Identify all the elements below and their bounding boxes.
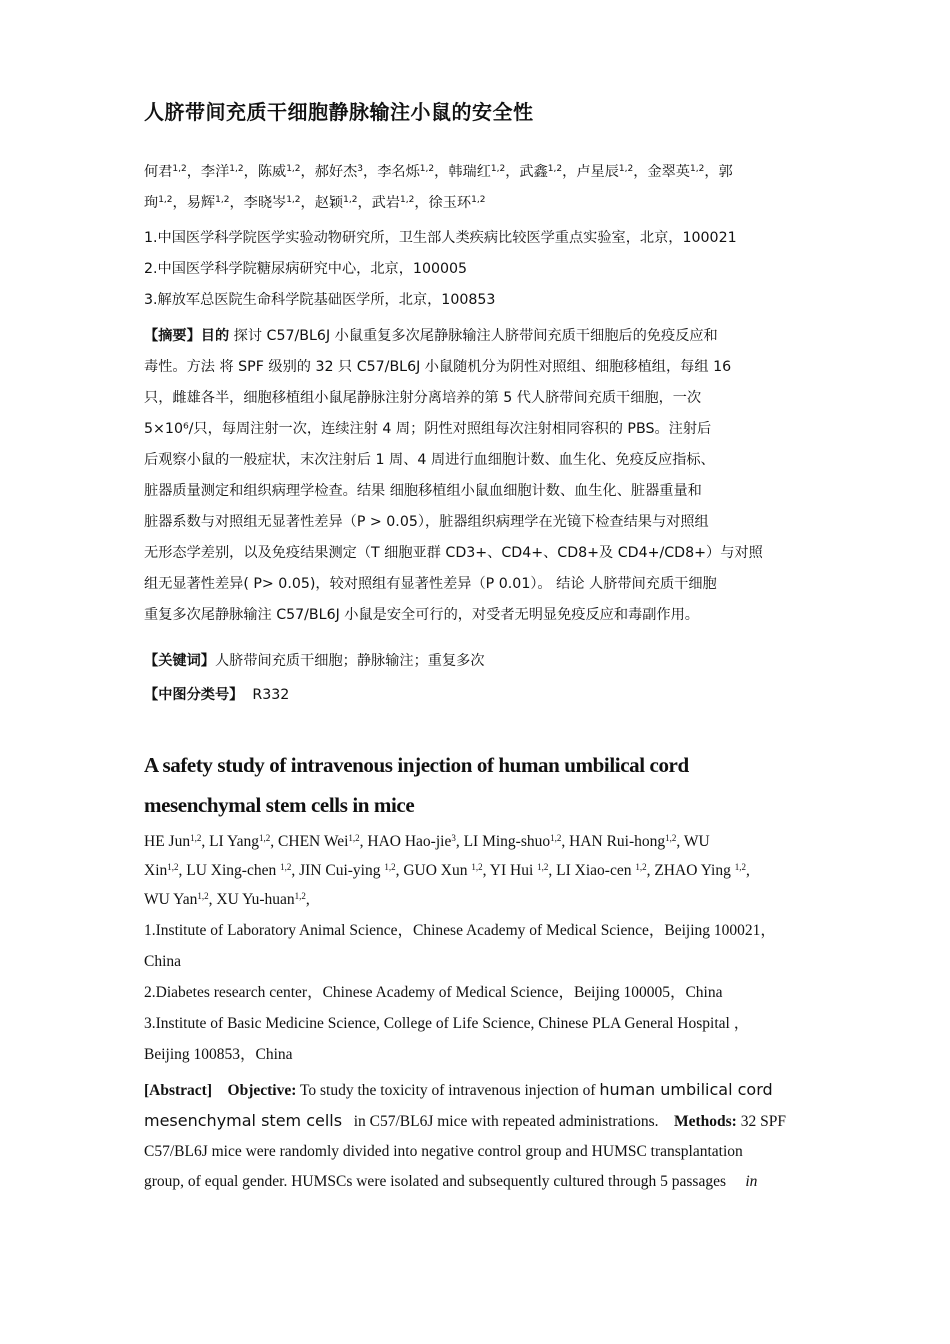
affiliation: 3.解放军总医院生命科学院基础医学所，北京，100853 xyxy=(144,292,496,308)
clc-value: R332 xyxy=(252,687,290,703)
affiliation: 2.中国医学科学院糖尿病研究中心，北京，100005 xyxy=(144,261,468,277)
affiliation: 1.Institute of Laboratory Animal Science，Chinese Academy of Medical Science，Beijing 100021， xyxy=(144,922,776,939)
chinese-authors xyxy=(144,157,810,219)
affiliation: China xyxy=(144,953,182,970)
keywords-label: 【关键词】 xyxy=(144,653,215,669)
chinese-abstract: 【摘要】目的 探讨 C57/BL6J 小鼠重复多次尾静脉输注人脐带间充质干细胞后的免疫反应和 毒性。方法 将 SPF 级别的 32 只 C57/BL6J 小鼠随机分为阴性对照组、细胞移植组，每组 16 只，雌雄各半，细胞移植组小鼠尾静脉注射分离培养的第 5 代人脐带间充质干细胞，一次 5×10⁶/只，每周注射一次，连续注射 4 周；阴性对照组每次注射相同容积的 PBS。注射后 后观察小鼠的一般症状，末次注射后 1 周、4 周进行血细胞计数、血生化、免疫反应指标、 脏器质量测定和组织病理学检查。结果 细胞移植组小鼠血细胞计数、血生化、脏器重量和 脏器系数与对照组无显著性差异（P > 0.05），脏器组织病理学在光镜下检查结果与对照组 无形态学差别，以及免疫结果测定（T 细胞亚群 CD3+、CD4+、CD8+及 CD4+/CD8+）与对照 组无显著性差异( P> 0.05)，较对照组有显著性差异（P 0.01）。 结论 人脐带间充质干细胞 重复多次尾静脉输注 C57/BL6J 小鼠是安全可行的，对受者无明显免疫反应和毒副作用。 xyxy=(144,328,763,623)
classification-number xyxy=(144,680,810,711)
affiliation: 3.Institute of Basic Medicine Science, College of Life Science, Chinese PLA General Hospital ， xyxy=(144,1015,750,1032)
chinese-keywords xyxy=(144,646,810,677)
affiliation: Beijing 100853，China xyxy=(144,1046,293,1063)
chinese-authors-line: 何君$^{1,2}$，李洋$^{1,2}$，陈威$^{1,2}$，郝好杰$^3$，李名烁$^{1,2}$，韩瑞红$^{1,2}$，武鑫$^{1,2}$，卢星辰$^{1,2}$，金翠英$^{1,2}$，郭 xyxy=(144,164,733,180)
chinese-authors-line: 珣$^{1,2}$，易辉$^{1,2}$，李晓岑$^{1,2}$，赵颖$^{1,2}$，武岩$^{1,2}$，徐玉环$^{1,2}$ xyxy=(144,195,486,211)
english-abstract: [Abstract] Objective: To study the toxicity of intravenous injection of human umbilical cord mesenchymal stem cells in C57/BL6J mice with repeated administrations. Methods: 32 SPF C57/BL6J mice were randomly divided into negative control group and HUMSC transplantation group, of equal gender. HUMSCs were isolated and subsequently cultured through 5 passages in xyxy=(144,1080,786,1190)
keywords: 人脐带间充质干细胞；静脉输注；重复多次 xyxy=(214,653,485,669)
english-affiliations xyxy=(144,915,810,1070)
english-title: A safety study of intravenous injection of human umbilical cord mesenchymal stem cells in mice xyxy=(144,753,689,817)
abstract-label: 【摘要】目的 xyxy=(144,328,230,344)
abstract-label: [Abstract] xyxy=(144,1082,213,1099)
chinese-affiliations xyxy=(144,223,810,316)
clc-label: 【中图分类号】 xyxy=(144,687,244,703)
methods-label: Methods: xyxy=(673,1113,737,1130)
affiliation: 2.Diabetes research center，Chinese Academy of Medical Science，Beijing 100005，China xyxy=(144,984,723,1001)
objective-label: Objective: xyxy=(227,1082,297,1099)
chinese-title: 人脐带间充质干细胞静脉输注小鼠的安全性 xyxy=(144,100,534,124)
affiliation: 1.中国医学科学院医学实验动物研究所，卫生部人类疾病比较医学重点实验室，北京，100021 xyxy=(144,230,737,246)
english-authors: HE Jun$^{1,2}$, LI Yang$^{1,2}$, CHEN Wei$^{1,2}$, HAO Hao-jie$^3$, LI Ming-shuo$^{1,2}$, HAN Rui-hong$^{1,2}$, WU Xin$^{1,2}$, LU Xing-chen $^{1,2}$, JIN Cui-ying $^{1,2}$, GUO Xun $^{1,2}$, YI Hui $^{1,2}$, LI Xiao-cen $^{1,2}$, ZHAO Ying $^{1,2}$, WU Yan$^{1,2}$, XU Yu-huan$^{1,2}$, xyxy=(144,833,750,908)
